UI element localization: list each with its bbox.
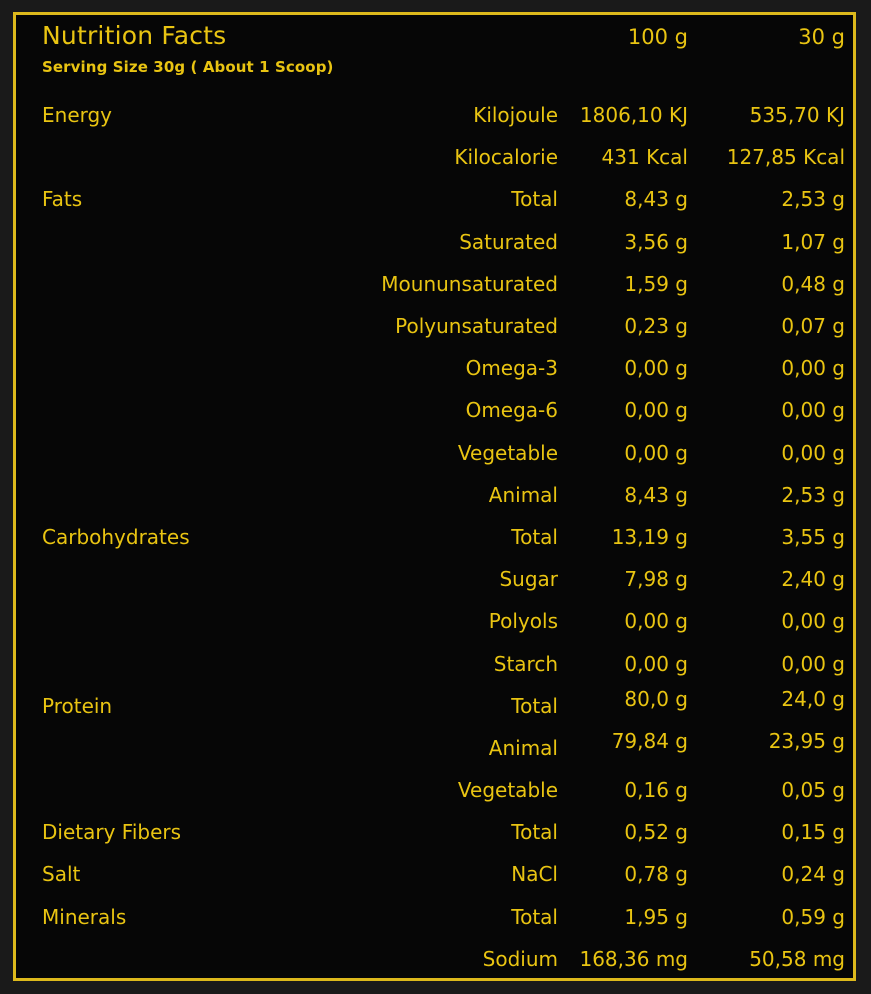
- nutrient-label: Omega-6: [465, 398, 558, 423]
- value-30g: 23,95 g: [768, 728, 845, 753]
- value-100g: 80,0 g: [624, 686, 688, 711]
- value-30g: 2,53 g: [781, 482, 845, 507]
- table-row: [16, 727, 853, 769]
- value-30g: 2,40 g: [781, 567, 845, 592]
- table-row: [16, 305, 853, 347]
- table-row: [16, 221, 853, 263]
- nutrient-label: Kilocalorie: [454, 145, 558, 170]
- value-100g: 13,19 g: [611, 524, 688, 549]
- header-row: [16, 18, 853, 54]
- value-30g: 1,07 g: [781, 229, 845, 254]
- nutrient-label: Total: [511, 693, 558, 718]
- column-header-100g: 100 g: [627, 25, 688, 49]
- value-100g: 8,43 g: [624, 482, 688, 507]
- value-30g: 0,15 g: [781, 820, 845, 845]
- value-100g: 0,00 g: [624, 651, 688, 676]
- category-label: Energy: [42, 103, 113, 128]
- value-30g: 0,00 g: [781, 356, 845, 381]
- category-label: Dietary Fibers: [42, 820, 182, 845]
- nutrient-label: NaCl: [511, 862, 558, 887]
- nutrient-label: Polyunsaturated: [395, 314, 558, 339]
- value-30g: 535,70 KJ: [749, 103, 845, 128]
- nutrition-facts-panel: [13, 12, 856, 981]
- value-100g: 0,23 g: [624, 314, 688, 339]
- nutrient-label: Vegetable: [457, 778, 558, 803]
- table-row: [16, 516, 853, 558]
- table-row: [16, 938, 853, 980]
- value-30g: 2,53 g: [781, 187, 845, 212]
- table-row: [16, 600, 853, 642]
- value-30g: 50,58 mg: [749, 946, 845, 971]
- value-100g: 0,00 g: [624, 356, 688, 381]
- nutrient-label: Total: [511, 820, 558, 845]
- table-row: [16, 685, 853, 727]
- value-30g: 0,48 g: [781, 271, 845, 296]
- value-100g: 1,59 g: [624, 271, 688, 296]
- table-row: [16, 896, 853, 938]
- value-100g: 1806,10 KJ: [579, 103, 688, 128]
- value-100g: 0,00 g: [624, 440, 688, 465]
- value-30g: 24,0 g: [781, 686, 845, 711]
- value-100g: 7,98 g: [624, 567, 688, 592]
- table-row: [16, 558, 853, 600]
- nutrient-label: Starch: [493, 651, 558, 676]
- table-row: [16, 474, 853, 516]
- value-30g: 0,24 g: [781, 862, 845, 887]
- value-100g: 3,56 g: [624, 229, 688, 254]
- value-30g: 0,00 g: [781, 440, 845, 465]
- value-30g: 127,85 Kcal: [726, 145, 845, 170]
- table-row: [16, 642, 853, 684]
- page-title: Nutrition Facts: [42, 21, 227, 50]
- nutrient-label: Total: [511, 524, 558, 549]
- category-label: Fats: [42, 187, 83, 212]
- nutrient-label: Moununsaturated: [381, 271, 558, 296]
- table-row: [16, 853, 853, 895]
- serving-size-text: Serving Size 30g ( About 1 Scoop): [42, 58, 334, 76]
- value-100g: 1,95 g: [624, 904, 688, 929]
- table-row: [16, 136, 853, 178]
- value-100g: 0,16 g: [624, 778, 688, 803]
- table-row: [16, 432, 853, 474]
- nutrient-label: Omega-3: [465, 356, 558, 381]
- category-label: Protein: [42, 693, 113, 718]
- table-row: [16, 178, 853, 220]
- value-100g: 0,00 g: [624, 609, 688, 634]
- nutrient-label: Total: [511, 187, 558, 212]
- table-row: [16, 94, 853, 136]
- value-30g: 3,55 g: [781, 524, 845, 549]
- nutrient-label: Sugar: [499, 567, 558, 592]
- table-row: [16, 263, 853, 305]
- value-100g: 79,84 g: [611, 728, 688, 753]
- nutrient-label: Sodium: [482, 946, 558, 971]
- nutrient-label: Total: [511, 904, 558, 929]
- value-30g: 0,05 g: [781, 778, 845, 803]
- value-100g: 431 Kcal: [601, 145, 688, 170]
- table-row: [16, 389, 853, 431]
- value-30g: 0,00 g: [781, 398, 845, 423]
- nutrition-table: [16, 94, 853, 980]
- value-30g: 0,07 g: [781, 314, 845, 339]
- table-row: [16, 811, 853, 853]
- category-label: Salt: [42, 862, 81, 887]
- value-100g: 0,00 g: [624, 398, 688, 423]
- value-100g: 168,36 mg: [579, 946, 688, 971]
- value-30g: 0,00 g: [781, 609, 845, 634]
- table-row: [16, 347, 853, 389]
- value-30g: 0,59 g: [781, 904, 845, 929]
- column-header-30g: 30 g: [798, 25, 845, 49]
- value-100g: 0,78 g: [624, 862, 688, 887]
- value-30g: 0,00 g: [781, 651, 845, 676]
- value-100g: 0,52 g: [624, 820, 688, 845]
- table-row: [16, 769, 853, 811]
- nutrient-label: Saturated: [459, 229, 558, 254]
- nutrient-label: Animal: [488, 735, 558, 760]
- nutrient-label: Animal: [488, 482, 558, 507]
- nutrient-label: Kilojoule: [473, 103, 558, 128]
- nutrient-label: Vegetable: [457, 440, 558, 465]
- category-label: Carbohydrates: [42, 524, 190, 549]
- category-label: Minerals: [42, 904, 127, 929]
- nutrient-label: Polyols: [488, 609, 558, 634]
- value-100g: 8,43 g: [624, 187, 688, 212]
